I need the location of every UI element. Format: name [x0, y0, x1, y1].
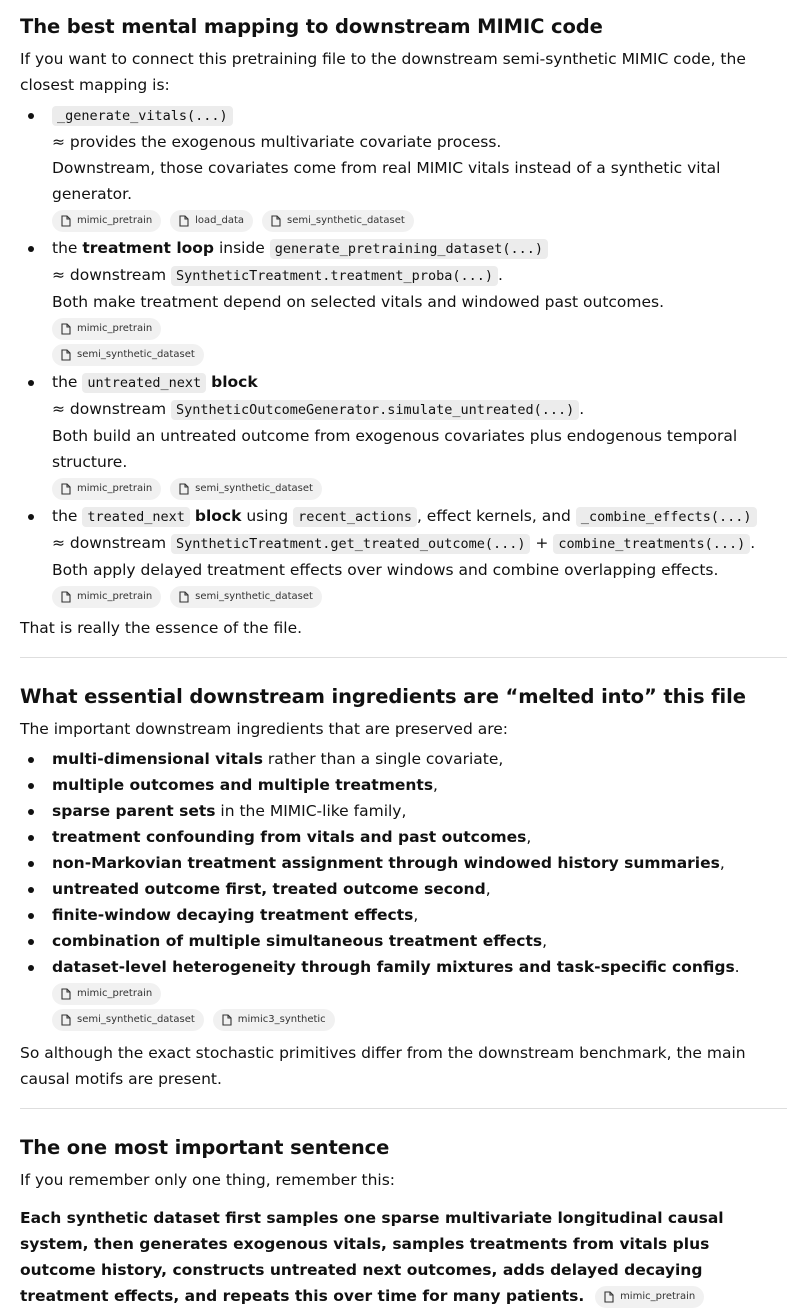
code-combine-effects: _combine_effects(...): [576, 507, 757, 527]
list-item: multiple outcomes and multiple treatments,: [20, 772, 787, 798]
citation-chip[interactable]: semi_synthetic_dataset: [262, 210, 414, 232]
citation-row: [52, 341, 787, 367]
section1-intro: If you want to connect this pretraining file to the downstream semi-synthetic MIMIC code, the closest mapping is:: [20, 50, 746, 94]
citation-chip[interactable]: mimic_pretrain: [52, 318, 161, 340]
note-text: Both make treatment depend on selected vitals and windowed past outcomes.: [52, 293, 665, 311]
divider: [20, 657, 787, 658]
file-icon: [61, 349, 71, 361]
approx-text: ≈ provides the exogenous multivariate covariate process.: [52, 133, 502, 151]
file-icon: [61, 323, 71, 335]
file-icon: [61, 215, 71, 227]
file-icon: [179, 215, 189, 227]
ingredients-list: [20, 746, 787, 1032]
file-icon: [179, 483, 189, 495]
citation-chip[interactable]: semi_synthetic_dataset: [170, 586, 322, 608]
code-simulate-untreated: SyntheticOutcomeGenerator.simulate_untreated(...): [171, 400, 579, 420]
file-icon: [271, 215, 281, 227]
list-item: dataset-level heterogeneity through family mixtures and task-specific configs. mimic_pretrain semi_synthetic_dataset mimic3_synthetic: [20, 954, 787, 1032]
mapping-list: [20, 102, 787, 609]
file-icon: [61, 1014, 71, 1026]
code-recent-actions: recent_actions: [293, 507, 417, 527]
list-item: untreated outcome first, treated outcome second,: [20, 876, 787, 902]
citation-row: [52, 207, 787, 233]
code-combine-treatments: combine_treatments(...): [553, 534, 750, 554]
citation-chip[interactable]: mimic_pretrain: [52, 586, 161, 608]
key-sentence: Each synthetic dataset first samples one sparse multivariate longitudinal causal system, then generates exogenous vitals, samples treatments from vitals plus outcome history, constructs untreated next outcomes, adds delayed decaying treatment effects, and repeats this over time for many patients. mimic_pretrain: [20, 1205, 787, 1309]
file-icon: [222, 1014, 232, 1026]
citation-chip[interactable]: mimic_pretrain: [595, 1286, 704, 1308]
file-icon: [179, 591, 189, 603]
citation-chip[interactable]: load_data: [170, 210, 253, 232]
code-treatment-proba: SyntheticTreatment.treatment_proba(...): [171, 266, 498, 286]
citation-chip[interactable]: semi_synthetic_dataset: [52, 1009, 204, 1031]
citation-row: [52, 475, 787, 501]
section3-heading: The one most important sentence: [20, 1136, 390, 1159]
note-text: Downstream, those covariates come from real MIMIC vitals instead of a synthetic vital generator.: [52, 159, 721, 203]
list-item: the treated_next block using recent_actions , effect kernels, and _combine_effects(...) ≈ downstream SyntheticTreatment.get_treated_outcome(...) + combine_treatments(...) . Both apply delayed treatment effects over windows and combine overlapping effects. mimic_pretrain semi_synthetic_dataset: [20, 503, 787, 609]
section3-intro: If you remember only one thing, remember this:: [20, 1171, 396, 1189]
citation-chip[interactable]: mimic_pretrain: [52, 210, 161, 232]
citation-chip[interactable]: semi_synthetic_dataset: [52, 344, 204, 366]
list-item: finite-window decaying treatment effects,: [20, 902, 787, 928]
list-item: the untreated_next block ≈ downstream SyntheticOutcomeGenerator.simulate_untreated(...) . Both build an untreated outcome from exogenous covariates plus endogenous temporal structure. mimic_pretrain semi_synthetic_dataset: [20, 369, 787, 501]
citation-row: [52, 1006, 787, 1032]
code-get-treated-outcome: SyntheticTreatment.get_treated_outcome(...): [171, 534, 531, 554]
divider: [20, 1108, 787, 1109]
citation-row: [52, 583, 787, 609]
list-item: treatment confounding from vitals and past outcomes,: [20, 824, 787, 850]
citation-chip[interactable]: semi_synthetic_dataset: [170, 478, 322, 500]
code-untreated-next: untreated_next: [82, 373, 206, 393]
file-icon: [61, 988, 71, 1000]
file-icon: [61, 483, 71, 495]
citation-chip[interactable]: mimic_pretrain: [52, 478, 161, 500]
section1-closing: That is really the essence of the file.: [20, 619, 303, 637]
section2-closing: So although the exact stochastic primitives differ from the downstream benchmark, the main causal motifs are present.: [20, 1044, 746, 1088]
section2-intro: The important downstream ingredients that are preserved are:: [20, 720, 509, 738]
list-item: combination of multiple simultaneous treatment effects,: [20, 928, 787, 954]
citation-chip[interactable]: mimic3_synthetic: [213, 1009, 335, 1031]
note-text: Both apply delayed treatment effects over windows and combine overlapping effects.: [52, 561, 719, 579]
code-generate-pretraining-dataset: generate_pretraining_dataset(...): [270, 239, 548, 259]
list-item: non-Markovian treatment assignment through windowed history summaries,: [20, 850, 787, 876]
citation-chip[interactable]: mimic_pretrain: [52, 983, 161, 1005]
section1-heading: The best mental mapping to downstream MIMIC code: [20, 15, 603, 38]
list-item: [20, 102, 787, 233]
file-icon: [604, 1291, 614, 1303]
note-text: Both build an untreated outcome from exogenous covariates plus endogenous temporal structure.: [52, 427, 738, 471]
list-item: multi-dimensional vitals rather than a single covariate,: [20, 746, 787, 772]
code-generate-vitals: _generate_vitals(...): [52, 106, 233, 126]
file-icon: [61, 591, 71, 603]
code-treated-next: treated_next: [82, 507, 190, 527]
list-item: the treatment loop inside generate_pretraining_dataset(...) ≈ downstream SyntheticTreatment.treatment_proba(...) . Both make treatment depend on selected vitals and windowed past outcomes. mimic_pretrain semi_synthetic_dataset: [20, 235, 787, 367]
list-item: sparse parent sets in the MIMIC-like family,: [20, 798, 787, 824]
section2-heading: What essential downstream ingredients are “melted into” this file: [20, 685, 746, 708]
